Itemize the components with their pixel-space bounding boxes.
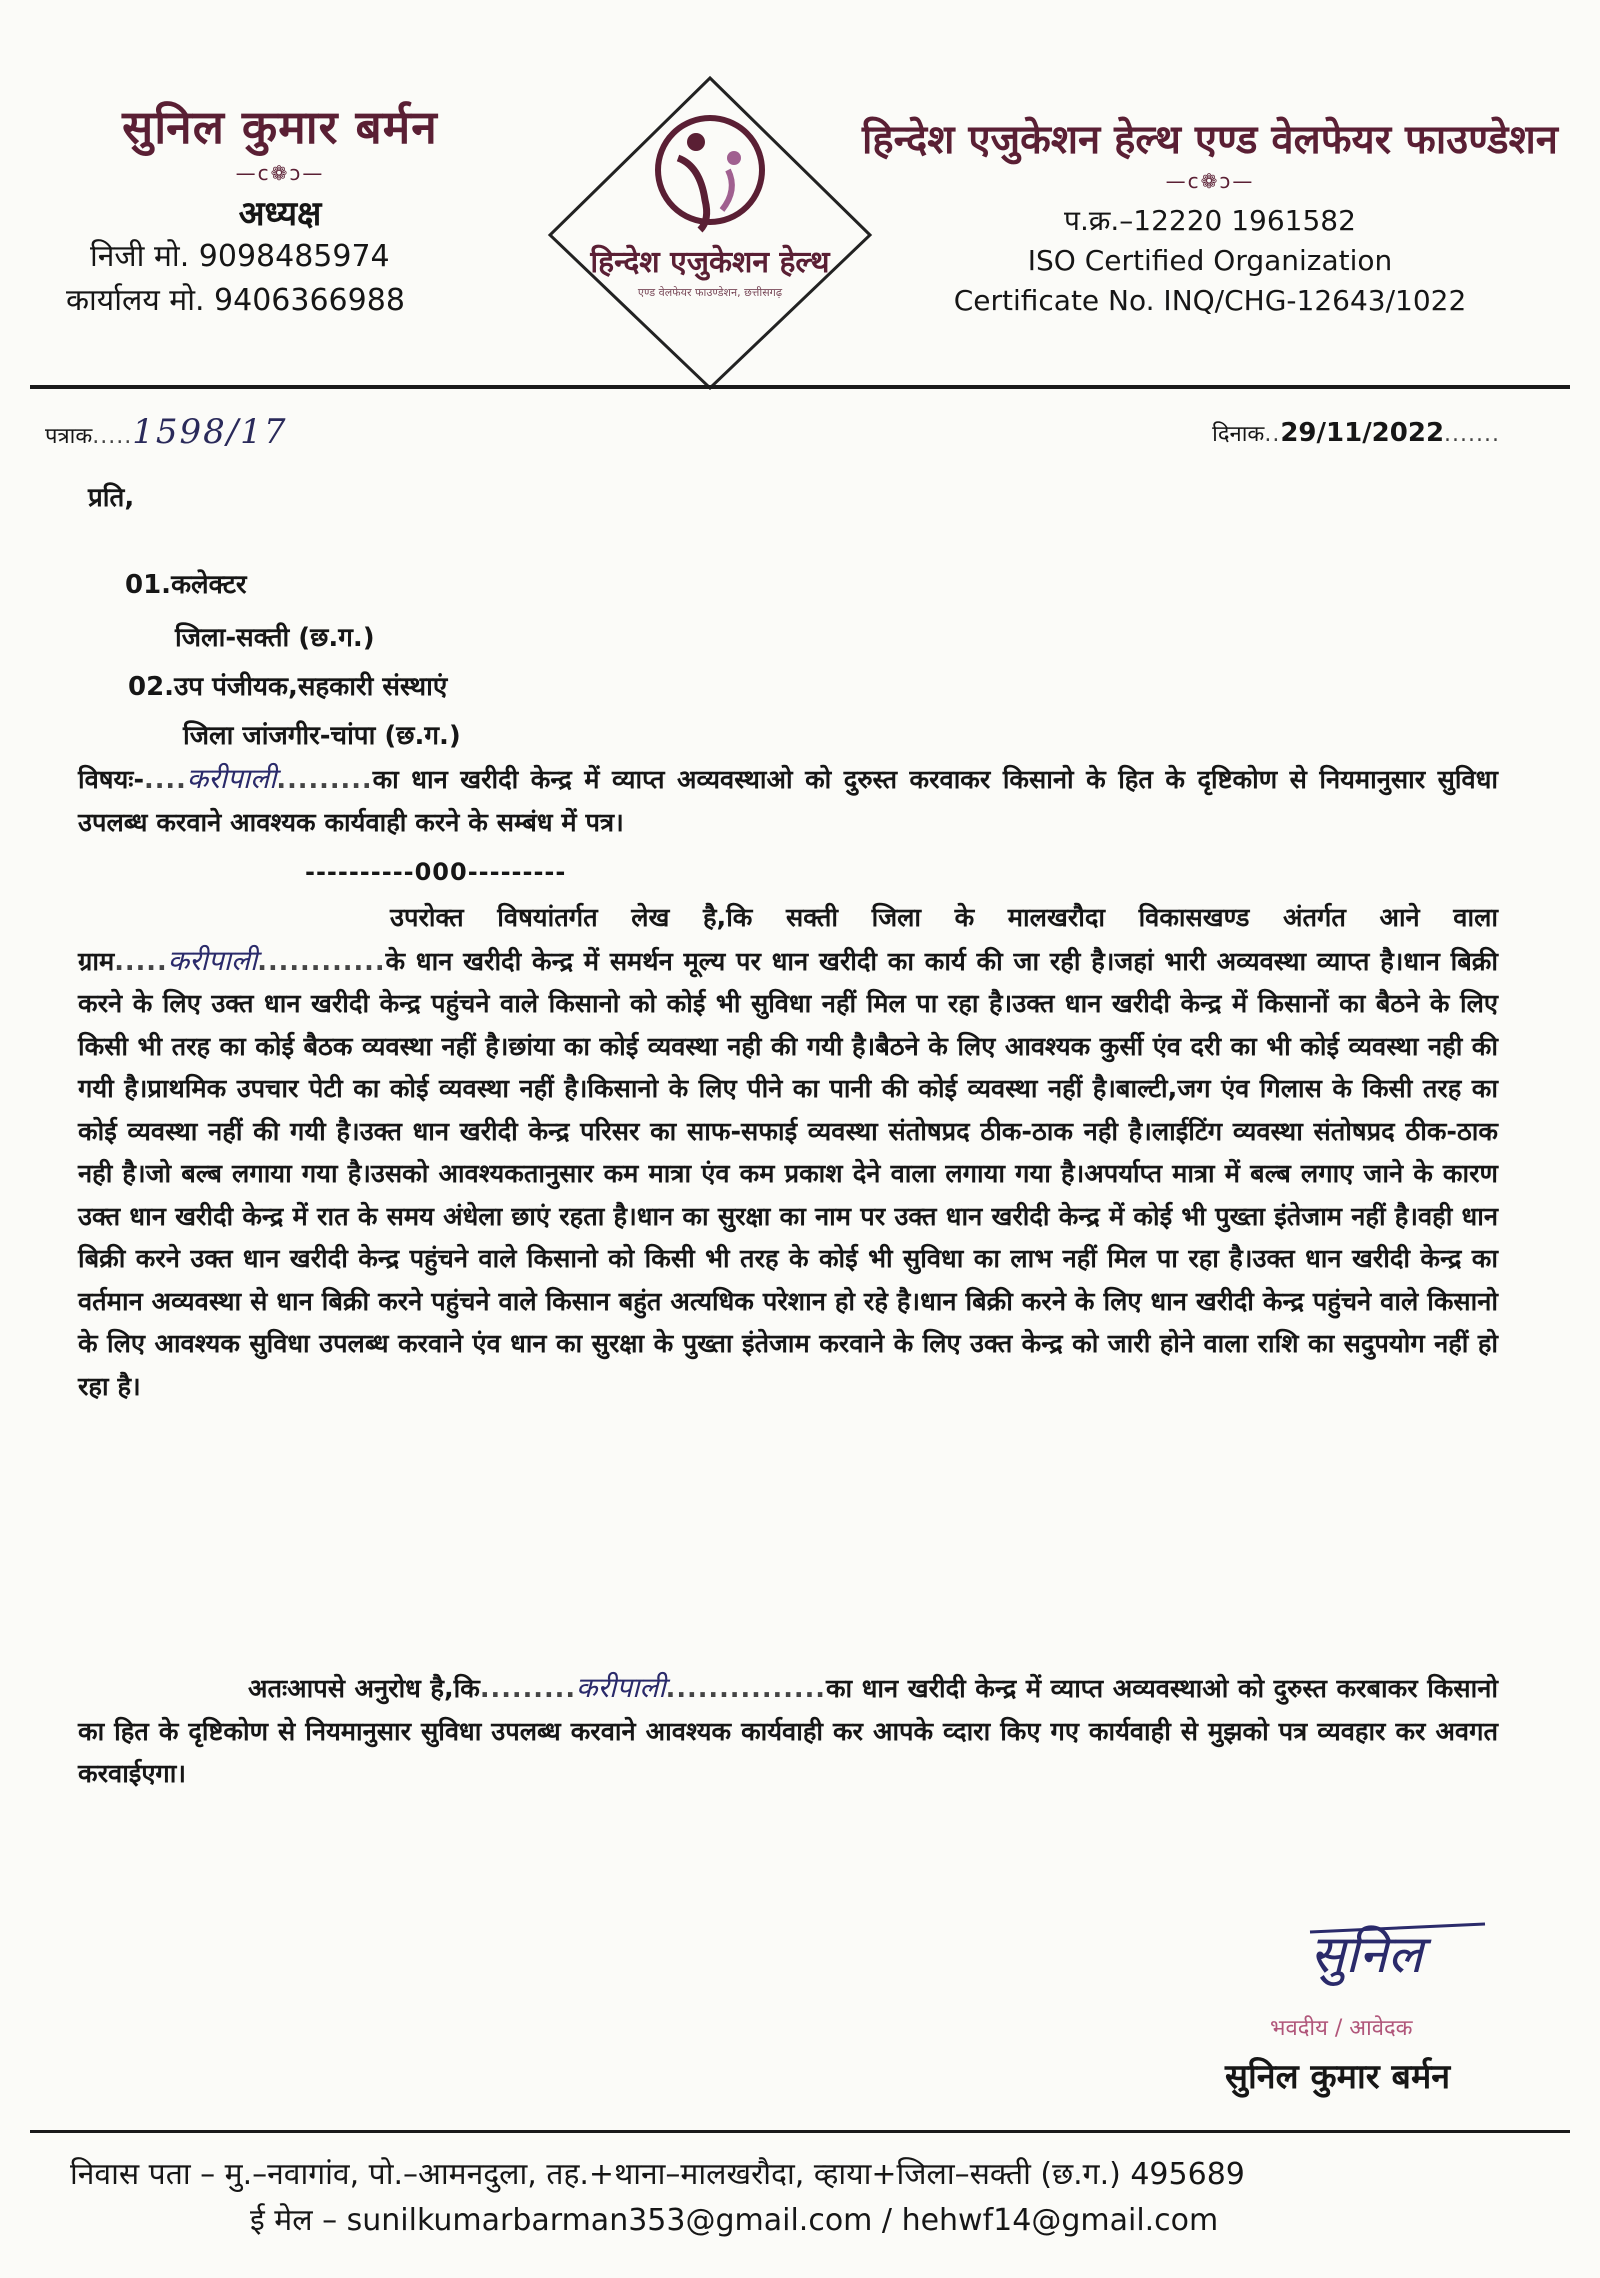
letter-date: दिनाक..29/11/2022.......: [1212, 418, 1500, 448]
subject-village: करीपाली: [186, 762, 277, 795]
iso-label: ISO Certified Organization: [1027, 244, 1393, 277]
president-name: सुनिल कुमार बर्मन: [122, 100, 438, 154]
reference-number: 1598/17: [132, 412, 288, 452]
signature-text: सुनिल: [1310, 1925, 1423, 1985]
reference-label: पत्राक: [45, 424, 93, 449]
footer-email: ई मेल – sunilkumarbarman353@gmail.com / hehwf14@gmail.com: [250, 2203, 1219, 2238]
request-village: करीपाली: [576, 1671, 666, 1704]
signatory-role: भवदीय / आवेदक: [1270, 2016, 1413, 2041]
recipient-2-title: उप पंजीयक,सहकारी संस्थाएं: [174, 672, 448, 702]
salutation: प्रति,: [88, 483, 135, 513]
logo-title: हिन्देश एजुकेशन हेल्थ: [590, 245, 830, 280]
recipient-1: 01.कलेक्टर: [125, 570, 247, 600]
request-paragraph: अतःआपसे अनुरोध है,कि.........करीपाली...............का धान खरीदी केन्द्र में व्याप्त अव्यवस्थाओ को दुरुस्त करबाकर किसानो का हित के दृष्टिकोण से नियमानुसार सुविधा उपलब्ध करवाने आवश्यक कार्यवाही कर आपके व्दारा किए गए कार्यवाही से मुझको पत्र व्यवहार कर अवगत करवाईएगा।: [78, 1671, 1498, 1789]
body-village: करीपाली: [167, 943, 258, 977]
organization-name: हिन्देश एजुकेशन हेल्थ एण्ड वेलफेयर फाउण्डेशन: [862, 116, 1558, 163]
body-intro: उपरोक्त विषयांतर्गत लेख है,कि सक्ती जिला के मालखरौदा विकासखण्ड अंतर्गत: [390, 903, 1346, 933]
footer-divider: [30, 2130, 1570, 2133]
letterhead-left: [60, 95, 500, 323]
date-label: दिनाक: [1212, 422, 1265, 447]
letter-reference: पत्राक.....1598/17: [45, 412, 288, 452]
body-paragraph: उपरोक्त विषयांतर्गत लेख है,कि सक्ती जिला के मालखरौदा विकासखण्ड अंतर्गत आने वाला ग्राम.....करीपाली............के धान खरीदी केन्द्र में समर्थन मूल्य पर धान खरीदी का कार्य की जा रही है।जहां भारी अव्यवस्था व्याप्त है।धान बिक्री करने के लिए उक्त धान खरीदी केन्द्र पहुंचने वाले किसानो को कोई भी सुविधा नहीं मिल पा रहा है।उक्त धान खरीदी केन्द्र में किसानों का बैठने के लिए किसी भी तरह का कोई बैठक व्यवस्था नहीं है।छांया का कोई व्यवस्था नही की गयी है।बैठने के लिए आवश्यक कुर्सी एंव दरी का भी कोई व्यवस्था नही की गयी है।प्राथमिक उपचार पेटी का कोई व्यवस्था नहीं है।किसानो के लिए पीने का पानी की कोई व्यवस्था नहीं है।बाल्टी,जग एंव गिलास के किसी तरह का कोई व्यवस्था नहीं की गयी है।उक्त धान खरीदी केन्द्र परिसर का साफ-सफाई व्यवस्था संतोषप्रद ठीक-ठाक नही है।लाईटिंग व्यवस्था संतोषप्रद ठीक-ठाक नही है।जो बल्ब लगाया गया है।उसको आवश्यकतानुसार कम मात्रा एंव कम प्रकाश देने वाला लगाया गया है।अपर्याप्त मात्रा में बल्ब लगाए जाने के कारण उक्त धान खरीदी केन्द्र में रात के समय अंधेला छाएं रहता है।धान का सुरक्षा का नाम पर उक्त धान खरीदी केन्द्र में कोई भी पुख्ता इंतेजाम नहीं है।वही धान बिक्री करने उक्त धान खरीदी केन्द्र पहुंचने वाले किसानो को किसी भी तरह के कोई भी सुविधा का लाभ नहीं मिल पा रहा है।उक्त धान खरीदी केन्द्र का वर्तमान अव्यवस्था से धान बिक्री करने पहुंचने वाले किसान बहुंत अत्यधिक परेशान हो रहे है।धान बिक्री करने के लिए धान खरीदी केन्द्र पहुंचने वाले किसानो के लिए आवश्यक सुविधा उपलब्ध करवाने एंव धान का सुरक्षा के पुख्ता इंतेजाम करवाने के लिए उक्त केन्द्र को जारी होने वाला राशि का सदुपयोग नहीं हो रहा है।: [78, 903, 1498, 1402]
subject: विषयः-....करीपाली.........का धान खरीदी केन्द्र में व्याप्त अव्यवस्थाओ को दुरुस्त करवाकर किसानो के हित के दृष्टिकोण से नियमानुसार सुविधा उपलब्ध करवाने आवश्यक कार्यवाही करने के सम्बंध में पत्र।: [78, 762, 1498, 838]
foundation-logo: [500, 70, 920, 390]
recipient-1-title: कलेक्टर: [171, 570, 247, 600]
recipient-2: 02.उप पंजीयक,सहकारी संस्थाएं: [128, 672, 448, 702]
village-prefix: आने वाला ग्राम: [78, 903, 1498, 977]
office-phone: कार्यालय मो. 9406366988: [66, 283, 405, 318]
recipient-1-place: जिला-सक्ती (छ.ग.): [175, 623, 375, 653]
handwritten-signature: [1300, 1910, 1500, 2000]
request-prefix: अतःआपसे अनुरोध है,कि: [248, 1674, 480, 1704]
separator: ----------000---------: [305, 858, 567, 886]
request-text: का धान खरीदी केन्द्र में व्याप्त अव्यवस्थाओ को दुरुस्त करबाकर किसानो का हित के दृष्टिकोण से नियमानुसार सुविधा उपलब्ध करवाने आवश्यक कार्यवाही कर आपके व्दारा किए गए कार्यवाही से मुझको पत्र व्यवहार कर अवगत करवाईएगा।: [78, 1674, 1498, 1789]
logo-subtitle: एण्ड वेलफेयर फाउण्डेशन, छत्तीसगढ़: [637, 286, 783, 299]
subject-text: का धान खरीदी केन्द्र में व्याप्त अव्यवस्थाओ को दुरुस्त करवाकर किसानो के हित के दृष्टिकोण से नियमानुसार सुविधा उपलब्ध करवाने आवश्यक कार्यवाही करने के सम्बंध में पत्र।: [78, 765, 1498, 838]
registration-number: प.क्र.–12220 1961582: [1064, 204, 1356, 237]
ornament-divider-right: —c❁ɔ—: [1165, 169, 1255, 193]
body-main: के धान खरीदी केन्द्र में समर्थन मूल्य पर धान खरीदी का कार्य की जा रही है।जहां भारी अव्यवस्था व्याप्त है।धान बिक्री करने के लिए उक्त धान खरीदी केन्द्र पहुंचने वाले किसानो को कोई भी सुविधा नहीं मिल पा रहा है।उक्त धान खरीदी केन्द्र में किसानों का बैठने के लिए किसी भी तरह का कोई बैठक व्यवस्था नहीं है।छांया का कोई व्यवस्था नही की गयी है।बैठने के लिए आवश्यक कुर्सी एंव दरी का भी कोई व्यवस्था नही की गयी है।प्राथमिक उपचार पेटी का कोई व्यवस्था नहीं है।किसानो के लिए पीने का पानी की कोई व्यवस्था नहीं है।बाल्टी,जग एंव गिलास के किसी तरह का कोई व्यवस्था नहीं की गयी है।उक्त धान खरीदी केन्द्र परिसर का साफ-सफाई व्यवस्था संतोषप्रद ठीक-ठाक नही है।लाईटिंग व्यवस्था संतोषप्रद ठीक-ठाक नही है।जो बल्ब लगाया गया है।उसको आवश्यकतानुसार कम मात्रा एंव कम प्रकाश देने वाला लगाया गया है।अपर्याप्त मात्रा में बल्ब लगाए जाने के कारण उक्त धान खरीदी केन्द्र में रात के समय अंधेला छाएं रहता है।धान का सुरक्षा का नाम पर उक्त धान खरीदी केन्द्र में कोई भी पुख्ता इंतेजाम नहीं है।वही धान बिक्री करने उक्त धान खरीदी केन्द्र पहुंचने वाले किसानो को किसी भी तरह के कोई भी सुविधा का लाभ नहीं मिल पा रहा है।उक्त धान खरीदी केन्द्र का वर्तमान अव्यवस्था से धान बिक्री करने पहुंचने वाले किसान बहुंत अत्यधिक परेशान हो रहे है।धान बिक्री करने के लिए धान खरीदी केन्द्र पहुंचने वाले किसानो के लिए आवश्यक सुविधा उपलब्ध करवाने एंव धान का सुरक्षा के पुख्ता इंतेजाम करवाने के लिए उक्त केन्द्र को जारी होने वाला राशि का सदुपयोग नहीं हो रहा है।: [78, 946, 1498, 1402]
certificate-number: Certificate No. INQ/CHG-12643/1022: [953, 284, 1467, 317]
signatory-name: सुनिल कुमार बर्मन: [1225, 2057, 1451, 2097]
subject-label: विषयः-: [78, 765, 145, 795]
letterhead-right: [860, 110, 1560, 321]
president-post: अध्यक्ष: [238, 194, 322, 234]
recipient-2-place: जिला जांजगीर-चांपा (छ.ग.): [183, 721, 461, 751]
date-value: 29/11/2022: [1280, 418, 1445, 448]
footer-address: निवास पता – मु.–नवागांव, पो.–आमनदुला, तह.+थाना–मालखरौदा, व्हाया+जिला–सक्ती (छ.ग.) 495689: [70, 2157, 1245, 2192]
header-divider: [30, 385, 1570, 389]
logo-ring-icon: [658, 118, 762, 222]
ornament-divider: —c❁ɔ—: [235, 161, 325, 185]
personal-phone: निजी मो. 9098485974: [90, 239, 390, 274]
